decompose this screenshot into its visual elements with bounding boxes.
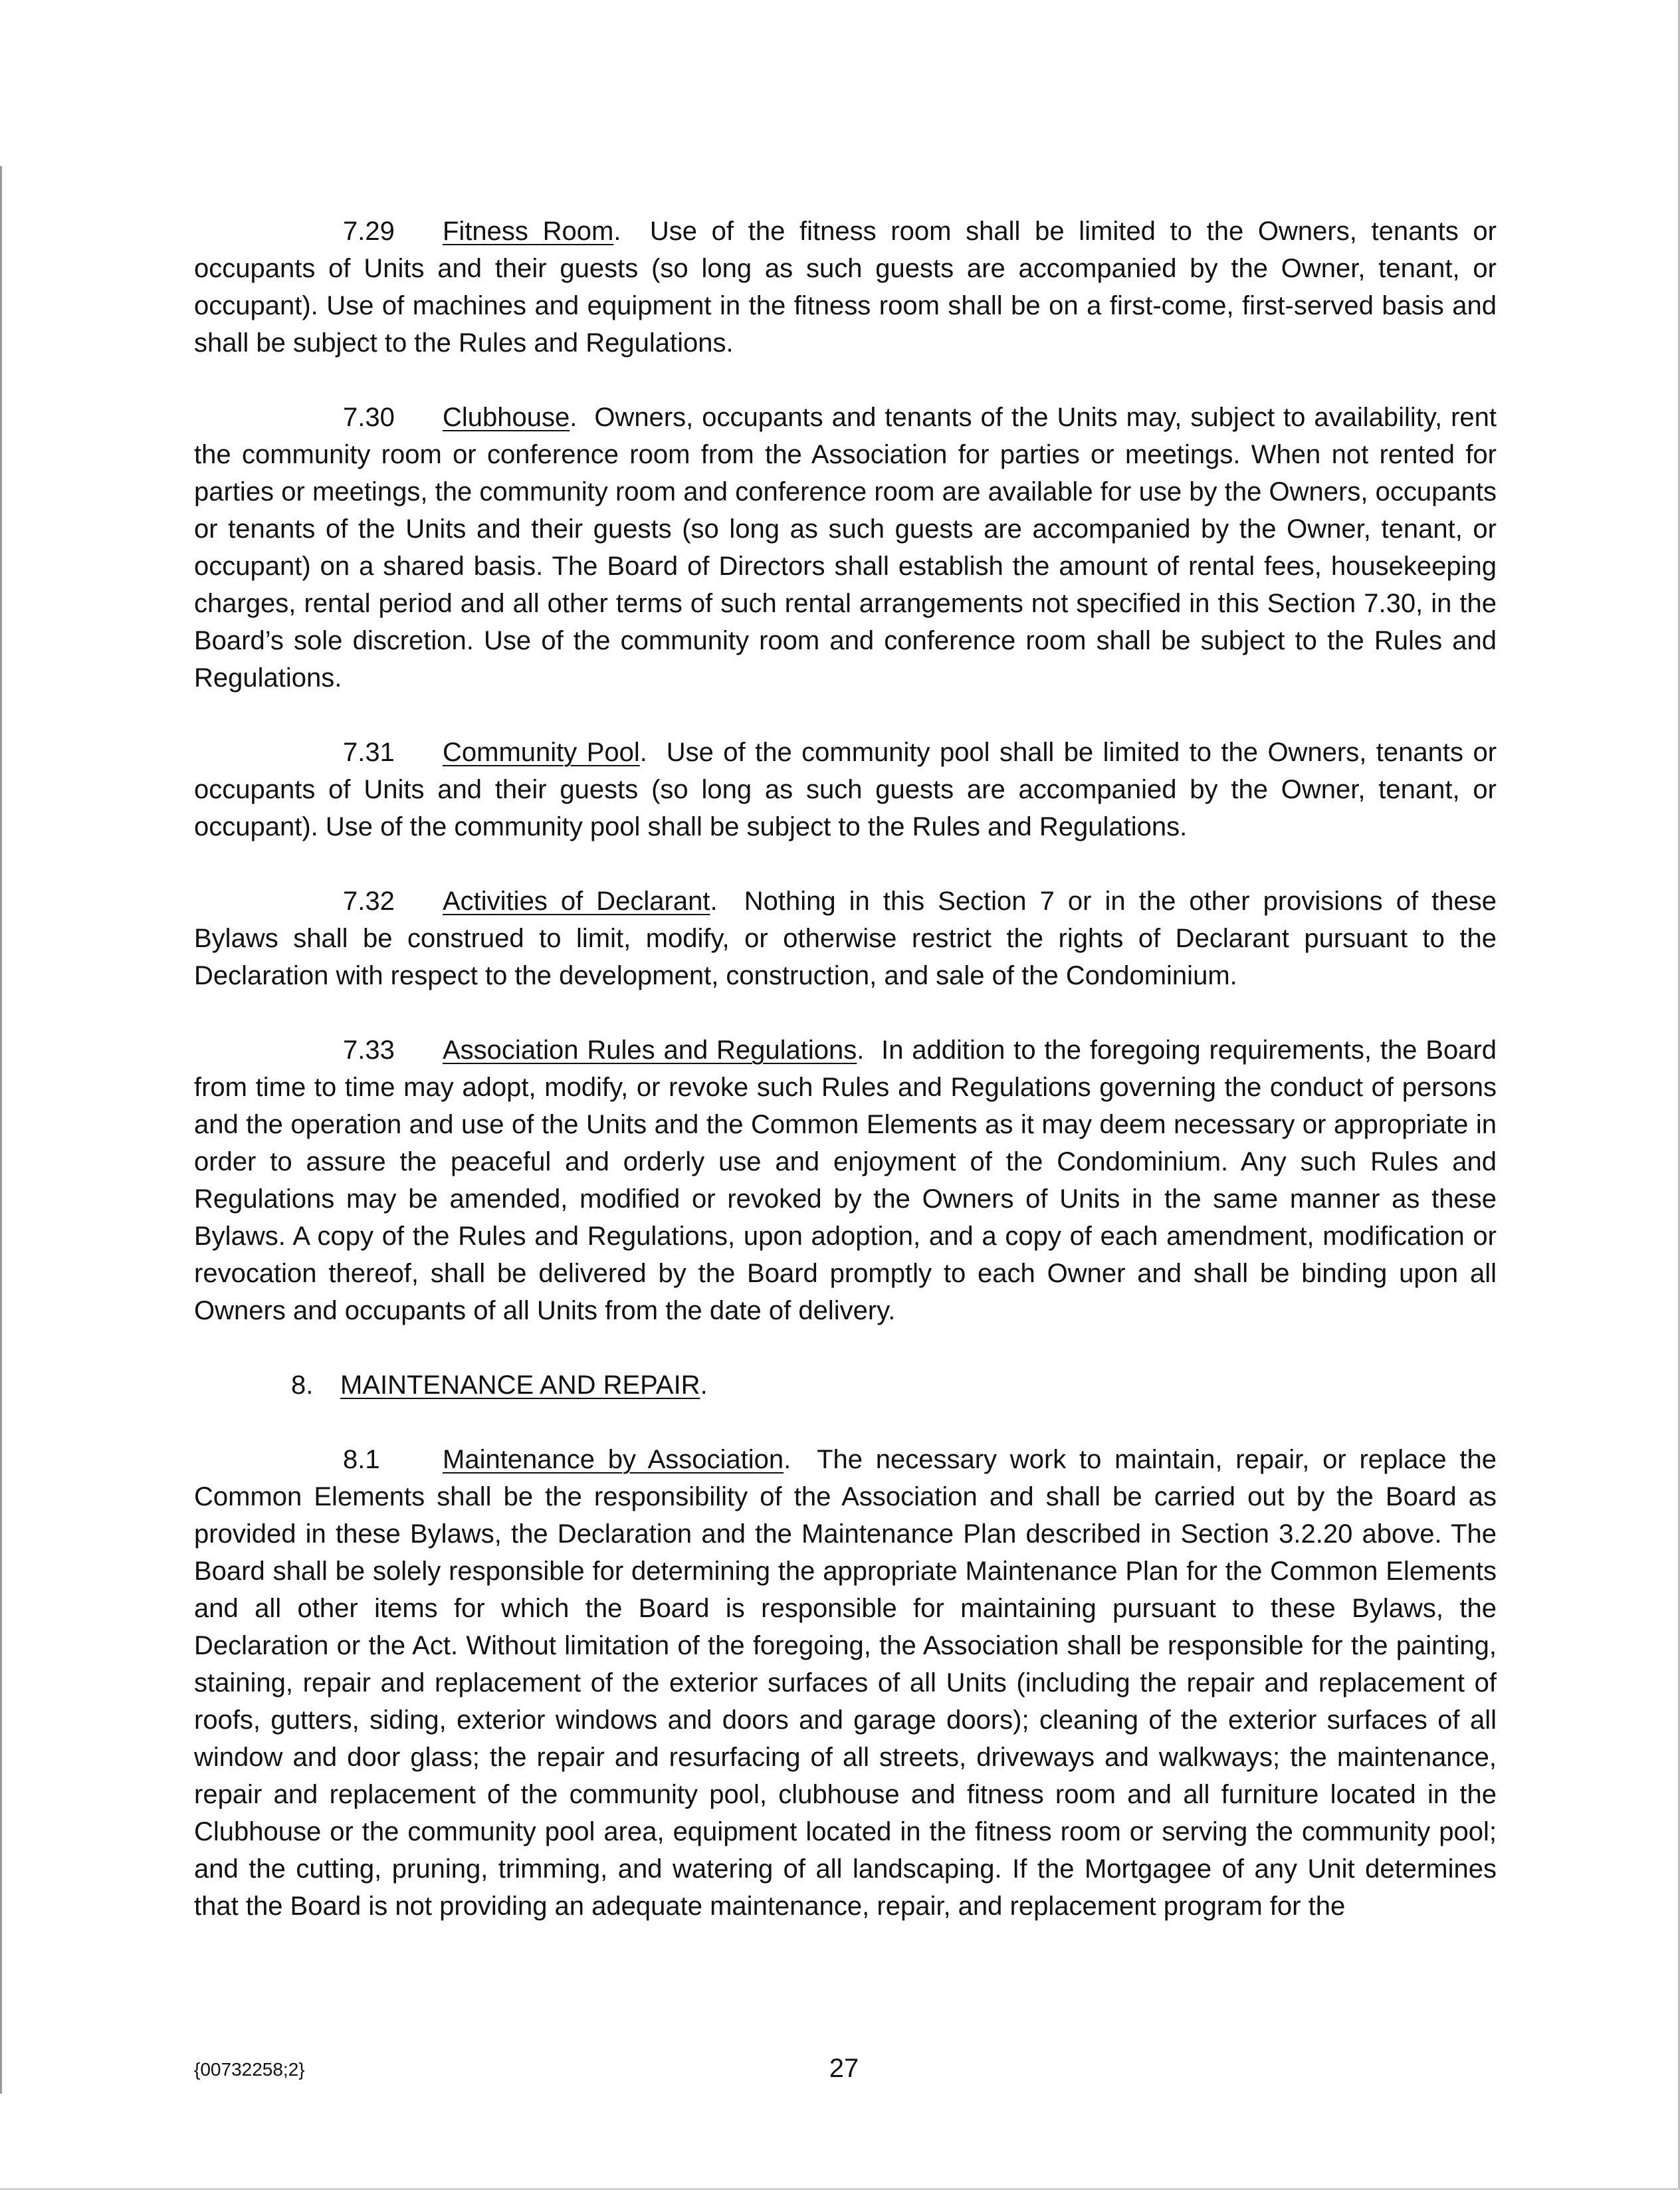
section-number: 7.29 [343, 217, 395, 246]
section-body: Use of the fitness room shall be limited to the Owners, tenants or occupants of Units and their guests (so long as such guests are accompanied by the Owner, tenant, or occupant). Use of machines and equipment in the fitness room shall be on a first-come, first-served basis and shall be subject to the Rules and Regulations. [194, 217, 1497, 358]
section-8-1: 8.1 Maintenance by Association. The necessary work to maintain, repair, or replace the Common Elements shall be the responsibility of the Association and shall be carried out by the Board as provided in these Bylaws, the Declaration and the Maintenance Plan described in Section 3.2.20 above. The Board shall be solely responsible for determining the appropriate Maintenance Plan for the Common Elements and all other items for which the Board is responsible for maintaining pursuant to these Bylaws, the Declaration or the Act. Without limitation of the foregoing, the Association shall be responsible for the painting, staining, repair and replacement of the exterior surfaces of all Units (including the repair and replacement of roofs, gutters, siding, exterior windows and doors and garage doors); cleaning of the exterior surfaces of all window and door glass; the repair and resurfacing of all streets, driveways and walkways; the maintenance, repair and replacement of the community pool, clubhouse and fitness room and all furniture located in the Clubhouse or the community pool area, equipment located in the fitness room or serving the community pool; and the cutting, pruning, trimming, and watering of all landscaping. If the Mortgagee of any Unit determines that the Board is not providing an adequate maintenance, repair, and replacement program for the [194, 1441, 1497, 1925]
section-title: Activities of Declarant [443, 887, 710, 916]
section-number: 7.33 [343, 1036, 395, 1065]
document-id: {00732258;2} [194, 2059, 305, 2080]
heading-title: MAINTENANCE AND REPAIR [340, 1370, 700, 1400]
section-title: Community Pool [443, 738, 640, 767]
scan-edge-left [0, 166, 2, 2094]
section-body: Nothing in this Section 7 or in the other provisions of these Bylaws shall be construed to limit, modify, or otherwise restrict the rights of Declarant pursuant to the Declaration with respect to the development, construction, and sale of the Condominium. [194, 887, 1497, 990]
section-title: Clubhouse [443, 403, 570, 432]
section-body: In addition to the foregoing requirements, the Board from time to time may adopt, modify, or revoke such Rules and Regulations governing the conduct of persons and the operation and use of the Units and the Common Elements as it may deem necessary or appropriate in order to assure the peaceful and orderly use and enjoyment of the Condominium. Any such Rules and Regulations may be amended, modified or revoked by the Owners of Units in the same manner as these Bylaws. A copy of the Rules and Regulations, upon adoption, and a copy of each amendment, modification or revocation thereof, shall be delivered by the Board promptly to each Owner and shall be binding upon all Owners and occupants of all Units from the date of delivery. [194, 1036, 1497, 1325]
section-title: Fitness Room [443, 217, 614, 246]
heading-number: 8. [291, 1370, 314, 1400]
section-7-31: 7.31 Community Pool. Use of the community pool shall be limited to the Owners, tenants or occupants of Units and their guests (so long as such guests are accompanied by the Owner, tenant, or occupant). Use of the community pool shall be subject to the Rules and Regulations. [194, 734, 1497, 845]
section-7-29: 7.29 Fitness Room. Use of the fitness room shall be limited to the Owners, tenants or occupants of Units and their guests (so long as such guests are accompanied by the Owner, tenant, or occupant). Use of machines and equipment in the fitness room shall be on a first-come, first-served basis and shall be subject to the Rules and Regulations. [194, 213, 1497, 362]
section-7-32: 7.32 Activities of Declarant. Nothing in this Section 7 or in the other provisions of these Bylaws shall be construed to limit, modify, or otherwise restrict the rights of Declarant pursuant to the Declaration with respect to the development, construction, and sale of the Condominium. [194, 883, 1497, 994]
section-body: The necessary work to maintain, repair, or replace the Common Elements shall be the responsibility of the Association and shall be carried out by the Board as provided in these Bylaws, the Declaration and the Maintenance Plan described in Section 3.2.20 above. The Board shall be solely responsible for determining the appropriate Maintenance Plan for the Common Elements and all other items for which the Board is responsible for maintaining pursuant to these Bylaws, the Declaration or the Act. Without limitation of the foregoing, the Association shall be responsible for the painting, staining, repair and replacement of the exterior surfaces of all Units (including the repair and replacement of roofs, gutters, siding, exterior windows and doors and garage doors); cleaning of the exterior surfaces of all window and door glass; the repair and resurfacing of all streets, driveways and walkways; the maintenance, repair and replacement of the community pool, clubhouse and fitness room and all furniture located in the Clubhouse or the community pool area, equipment located in the fitness room or serving the community pool; and the cutting, pruning, trimming, and watering of all landscaping. If the Mortgagee of any Unit determines that the Board is not providing an adequate maintenance, repair, and replacement program for the [194, 1445, 1497, 1921]
section-number: 7.32 [343, 887, 395, 916]
section-7-33: 7.33 Association Rules and Regulations. In addition to the foregoing requirements, the Board from time to time may adopt, modify, or revoke such Rules and Regulations governing the conduct of persons and the operation and use of the Units and the Common Elements as it may deem necessary or appropriate in order to assure the peaceful and orderly use and enjoyment of the Condominium. Any such Rules and Regulations may be amended, modified or revoked by the Owners of Units in the same manner as these Bylaws. A copy of the Rules and Regulations, upon adoption, and a copy of each amendment, modification or revocation thereof, shall be delivered by the Board promptly to each Owner and shall be binding upon all Owners and occupants of all Units from the date of delivery. [194, 1032, 1497, 1329]
section-number: 7.30 [343, 403, 395, 432]
section-number: 8.1 [343, 1445, 380, 1474]
section-body: Use of the community pool shall be limited to the Owners, tenants or occupants of Units and their guests (so long as such guests are accompanied by the Owner, tenant, or occupant). Use of the community pool shall be subject to the Rules and Regulations. [194, 738, 1497, 841]
article-8-heading: 8. MAINTENANCE AND REPAIR. [194, 1367, 1497, 1404]
section-body: Owners, occupants and tenants of the Units may, subject to availability, rent the community room or conference room from the Association for parties or meetings. When not rented for parties or meetings, the community room and conference room are available for use by the Owners, occupants or tenants of the Units and their guests (so long as such guests are accompanied by the Owner, tenant, or occupant) on a shared basis. The Board of Directors shall establish the amount of rental fees, housekeeping charges, rental period and all other terms of such rental arrangements not specified in this Section 7.30, in the Board’s sole discretion. Use of the community room and conference room shall be subject to the Rules and Regulations. [194, 403, 1497, 693]
section-title: Maintenance by Association [443, 1445, 784, 1474]
section-title: Association Rules and Regulations [443, 1036, 857, 1065]
section-number: 7.31 [343, 738, 395, 767]
page-number: 27 [829, 2054, 859, 2083]
section-7-30: 7.30 Clubhouse. Owners, occupants and tenants of the Units may, subject to availability, rent the community room or conference room from the Association for parties or meetings. When not rented for parties or meetings, the community room and conference room are available for use by the Owners, occupants or tenants of the Units and their guests (so long as such guests are accompanied by the Owner, tenant, or occupant) on a shared basis. The Board of Directors shall establish the amount of rental fees, housekeeping charges, rental period and all other terms of such rental arrangements not specified in this Section 7.30, in the Board’s sole discretion. Use of the community room and conference room shall be subject to the Rules and Regulations. [194, 399, 1497, 697]
document-body [194, 213, 1497, 1962]
